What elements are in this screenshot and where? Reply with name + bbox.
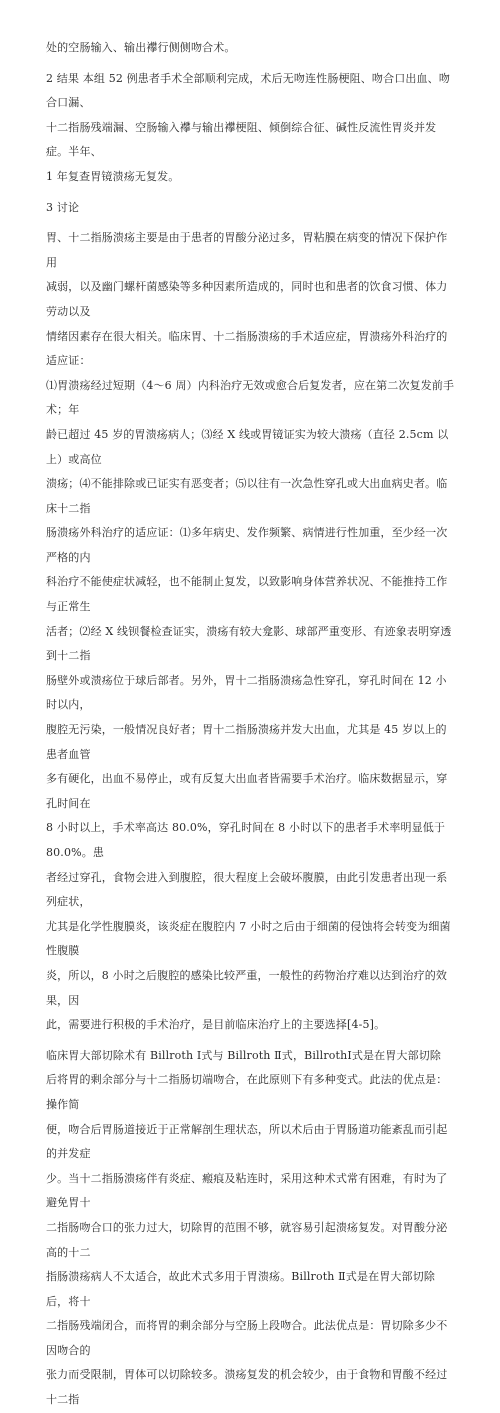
results-section: 2 结果 本组 52 例患者手术全部顺利完成，术后无吻连性肠梗阻、吻合口出血、吻合口漏、 十二指肠残端漏、空肠输入襻与输出襻梗阻、倾倒综合征、碱性反流性胃炎并发症。半年、 1 年复查胃镜溃疡无复发。: [46, 71, 450, 183]
discussion-paragraph-2: 临床胃大部切除术有 Billroth Ⅰ式与 Billroth Ⅱ式，BillrothⅠ式是在胃大部切除 后将胃的剩余部分与十二指肠切端吻合，在此原则下有多种变式。此法的优点是：操作简 便，吻合后胃肠道接近于正常解剖生理状态，所以术后由于胃肠道功能紊乱而引起的并发症 少。当十二指肠溃疡伴有炎症、瘢痕及粘连时，采用这种术式常有困难，有时为了避免胃十 二指肠吻合口的张力过大，切除胃的范围不够，就容易引起溃疡复发。对胃酸分泌高的十二 指肠溃疡病人不太适合，故此术式多用于胃溃疡。Billroth Ⅱ式是在胃大部切除后，将十 二指肠残端闭合，而将胃的剩余部分与空肠上段吻合。此法优点是：胃切除多少不因吻合的 张力而受限制，胃体可以切除较多。溃疡复发的机会较少，由于食物和胃酸不经过十二指: [46, 1048, 448, 1407]
method-tail-line: 处的空肠输入、输出襻行侧侧吻合术。: [46, 41, 236, 54]
discussion-paragraph-1: 胃、十二指肠溃疡主要是由于患者的胃酸分泌过多，胃粘膜在病变的情况下保护作用 减弱，以及幽门螺杆菌感染等多种因素所造成的，同时也和患者的饮食习惯、体力劳动以及 情绪因素存在很大相关。临床胃、十二指肠溃疡的手术适应症，胃溃疡外科治疗的适应证： ⑴胃溃疡经过短期（4～6 周）内科治疗无效或愈合后复发者，应在第二次复发前手术；年 龄已超过 45 岁的胃溃疡病人；⑶经 X 线或胃镜证实为较大溃疡（直径 2.5cm 以上）或高位 溃疡；⑷不能排除或已证实有恶变者；⑸以往有一次急性穿孔或大出血病史者。临床十二指 肠溃疡外科治疗的适应证：⑴多年病史、发作频繁、病情进行性加重，至少经一次严格的内 科治疗不能使症状减轻，也不能制止复发，以致影响身体营养状况、不能推持工作与正常生 活者；⑵经 X 线钡餐检查证实，溃疡有较大龛影、球部严重变形、有迹象表明穿透到十二指 肠壁外或溃疡位于球后部者。另外，胃十二指肠溃疡急性穿孔，穿孔时间在 12 小时以内， 腹腔无污染，一般情况良好者；胃十二指肠溃疡并发大出血，尤其是 45 岁以上的患者血管 多有硬化，出血不易停止，或有反复大出血者皆需要手术治疗。临床数据显示，穿孔时间在 8 小时以上，手术率高达 80.0%，穿孔时间在 8 小时以下的患者手术率明显低于 80.0%。患 者经过穿孔，食物会进入到腹腔，很大程度上会破坏腹膜，由此引发患者出现一系列症状， 尤其是化学性腹膜炎，该炎症在腹腔内 7 小时之后由于细菌的侵蚀将会转变为细菌性腹膜 炎，所以，8 小时之后腹腔的感染比较严重，一般性的药物治疗难以达到治疗的效果，因 此，需要进行积极的手术治疗，是目前临床治疗上的主要选择[4-5]。: [46, 231, 455, 1032]
discussion-heading: 3 讨论: [46, 200, 80, 214]
